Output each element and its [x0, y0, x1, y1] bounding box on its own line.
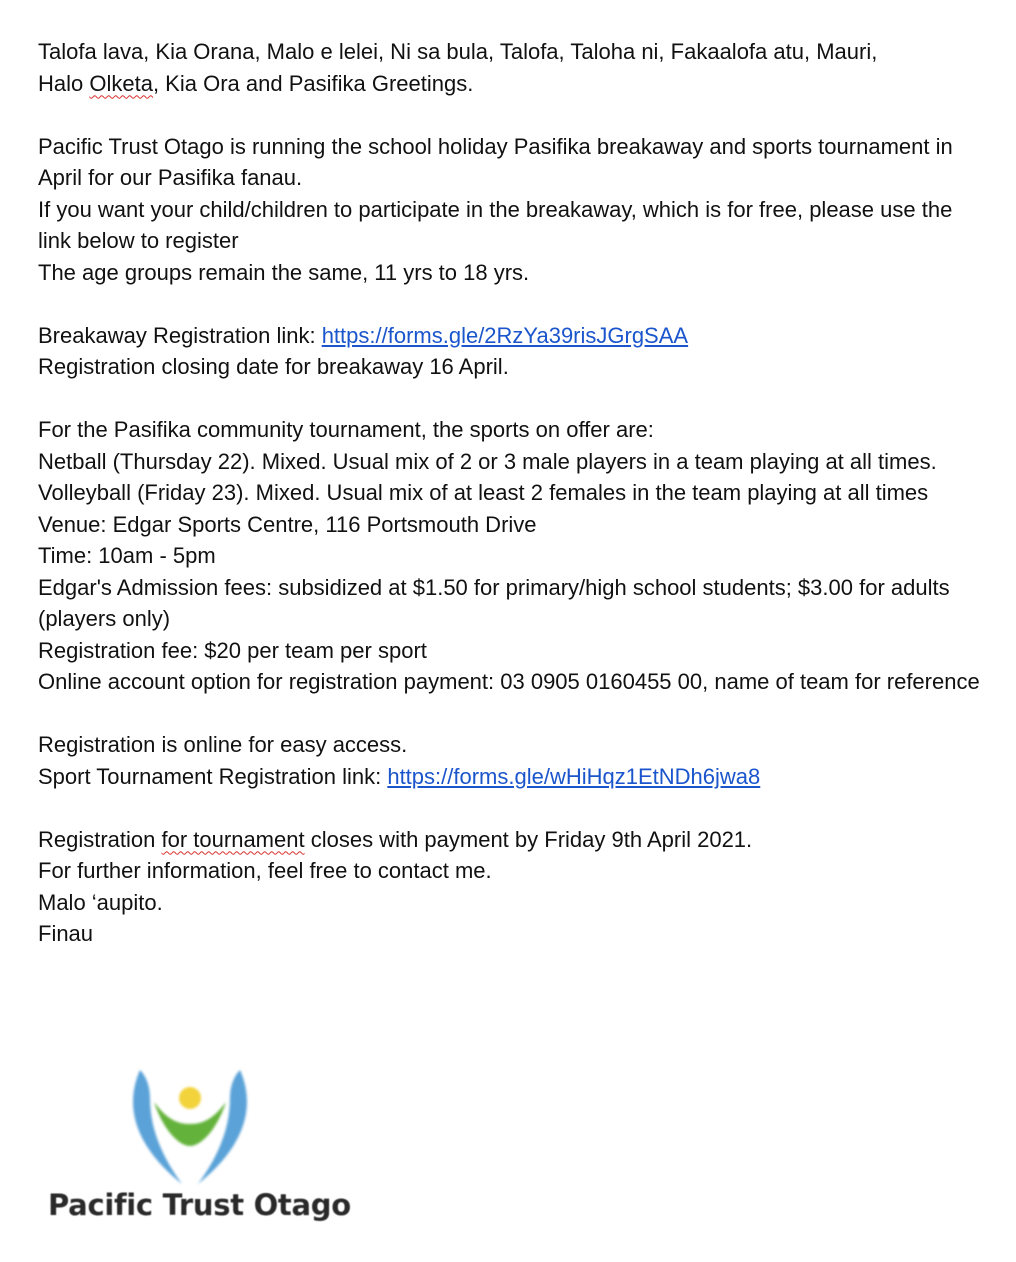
tournament-closing-line: [38, 824, 988, 856]
logo-yellow-sun: [179, 1087, 201, 1109]
greeting-line: Talofa lava, Kia Orana, Malo e lelei, Ni sa bula, Talofa, Taloha ni, Fakaalofa atu, Mauri,: [38, 39, 878, 64]
sport-registration-link[interactable]: https://forms.gle/wHiHqz1EtNDh6jwa8: [387, 763, 761, 789]
email-body: [38, 36, 988, 950]
volleyball-details: Volleyball (Friday 23). Mixed. Usual mix of at least 2 females in the team playing at all times: [38, 480, 929, 505]
closing-text: closes with payment by Friday 9th April 2021.: [304, 826, 753, 852]
age-groups-text: The age groups remain the same, 11 yrs to 18 yrs.: [38, 259, 530, 285]
breakaway-link-label: Breakaway Registration link:: [38, 322, 322, 348]
sport-link-label: Sport Tournament Registration link:: [38, 763, 388, 789]
intro-paragraph: If you want your child/children to participate in the breakaway, which is for free, please use the link below to register: [38, 196, 953, 253]
greeting-text: Halo: [38, 70, 90, 96]
registration-fee-text: Registration fee: $20 per team per sport: [38, 637, 427, 663]
spellcheck-phrase: for tournament: [161, 826, 305, 852]
sport-registration-line: [38, 761, 988, 793]
breakaway-closing-date: Registration closing date for breakaway 16 April.: [38, 354, 509, 379]
intro-paragraph: Pacific Trust Otago is running the school holiday Pasifika breakaway and sports tournament in April for our Pasifika fanau.: [38, 133, 953, 190]
spellcheck-word: Olketa: [89, 70, 153, 96]
signature-name: Finau: [38, 921, 94, 946]
venue-text: Venue: Edgar Sports Centre, 116 Portsmouth Drive: [38, 511, 537, 537]
greeting-line-2: [38, 68, 988, 100]
netball-details: Netball (Thursday 22). Mixed. Usual mix of 2 or 3 male players in a team playing at all times.: [38, 448, 937, 474]
logo-wordmark: Pacific Trust Otago: [48, 1188, 351, 1222]
payment-account-text: Online account option for registration payment: 03 0905 0160455 00, name of team for reference: [38, 669, 980, 694]
thanks-text: Malo ‘aupito.: [38, 889, 163, 915]
greeting-text: , Kia Ora and Pasifika Greetings.: [152, 70, 474, 96]
time-text: Time: 10am - 5pm: [38, 543, 216, 568]
pacific-trust-otago-logo: [48, 1062, 368, 1232]
contact-text: For further information, feel free to contact me.: [38, 858, 492, 883]
hands-logo-icon: [120, 1062, 260, 1188]
breakaway-registration-link[interactable]: https://forms.gle/2RzYa39risJGrgSAA: [321, 322, 689, 348]
admission-fees-text: Edgar's Admission fees: subsidized at $1.50 for primary/high school students; $3.00 for adults (players only): [38, 574, 950, 631]
breakaway-registration-line: [38, 320, 988, 352]
online-registration-text: Registration is online for easy access.: [38, 732, 408, 757]
closing-text: Registration: [38, 826, 162, 852]
tournament-intro: For the Pasifika community tournament, the sports on offer are:: [38, 417, 654, 442]
